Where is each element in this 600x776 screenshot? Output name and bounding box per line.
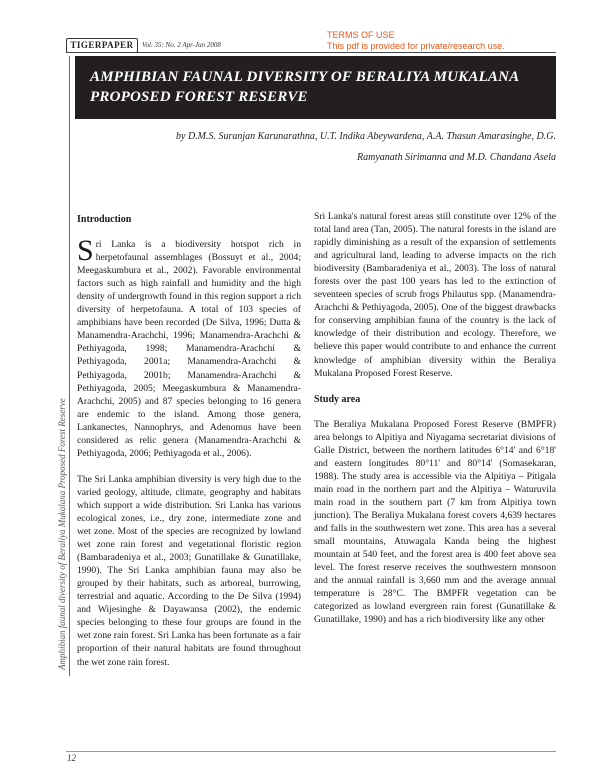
- side-divider: [69, 56, 70, 676]
- header-divider: [66, 52, 556, 53]
- footer-divider: [66, 751, 556, 752]
- study-area-heading: Study area: [314, 393, 361, 405]
- journal-issue: Vol. 35: No. 2 Apr-Jun 2008: [142, 41, 221, 49]
- article-title: AMPHIBIAN FAUNAL DIVERSITY OF BERALIYA MUKALANA PROPOSED FOREST RESERVE: [90, 69, 519, 105]
- intro-paragraph-2: The Sri Lanka amphibian diversity is very high due to the varied geology, altitude, climate, geography and habitats which support a wide distribution. Sri Lanka has various ecological zones, i.e., dry zone, intermediate zone and wet zone. Most of the species are recognized by lowland wet zone rain forest and vegetational floristic region (Bambaradeniya et al., 2003; Gunatillake & Gunatillake, 1990). The Sri Lanka amphibian fauna may also be grouped by their habitats, such as arboreal, burrowing, terrestrial and aquatic. According to the De Silva (1994) and Wijesinghe & Dayawansa (2002), the endemic species belonging to these four groups are found in the wet zone rain forest. Sri Lanka has been fortunate as a fair proportion of their natural habitats are found throughout the wet zone rain forest.: [77, 473, 301, 668]
- intro-paragraph-3: Sri Lanka's natural forest areas still constitute over 12% of the total land area (Tan, 2005). The natural forests in the island are rapidly diminishing as a result of the expansion of settlements and agricultural land, leading to adverse impacts on the rich biodiversity (Bambaradeniya et al., 2003). The loss of natural forests over the past 100 years has led to the extinction of seventeen species of scrub frogs Philautus spp. (Manamendra-Arachchi & Pethiyagoda, 2005). One of the biggest drawbacks for conserving amphibian fauna of the country is the lack of knowledge of their distribution and ecology. Therefore, we believe this paper would contribute to and enhance the current knowledge of amphibian diversity within the Beraliya Mukalana Proposed Forest Reserve.: [314, 211, 556, 379]
- left-column: [77, 213, 301, 669]
- introduction-heading: Introduction: [77, 214, 132, 225]
- authors-line-2: Ramyanath Sirimanna and M.D. Chandana Asela: [357, 152, 556, 163]
- side-running-title: Amphibian faunal diversity of Beraliya Mukalana Proposed Forest Reserve: [57, 398, 67, 670]
- study-area-paragraph: The Beraliya Mukalana Proposed Forest Reserve (BMPFR) area belongs to Alpitiya and Niyagama secretariat divisions of Galle District, between the northern latitudes 6°14' and 6°18' and eastern longitudes 80°11' and 80°14' (Somasekaran, 1988). The study area is accessible via the Alpitiya – Pitigala main road in the northern part and the Alpitiya – Waturuvila main road in the southern part (7 km from Alpitiya town junction). The Beraliya Mukalana forest covers 4,639 hectares and falls in the southwestern wet zone. This area has a several small mountains, Atuwagala Kanda being the highest mountain at 540 feet, and the forest area is 400 feet above sea level. The forest reserve receives the southwestern monsoon and the annual rainfall is 3,660 mm and the average annual temperature is 28°C. The BMPFR vegetation can be categorized as lowland evergreen rain forest (Gunatillake & Gunatillake, 1990) and has a rich biodiversity like any other: [314, 418, 556, 626]
- authors-line-1: by D.M.S. Suranjan Karunarathna, U.T. Indika Abeywardena, A.A. Thasun Amarasinghe, D.G.: [176, 131, 556, 142]
- drop-cap: S: [77, 234, 94, 268]
- journal-logo: TIGERPAPER: [66, 38, 138, 53]
- intro-paragraph-1-text: ri Lanka is a biodiversity hotspot rich in herpetofaunal assemblages (Bossuyt et al., 2004; Meegaskumbura et al., 2002). Favorable environmental factors such as high rainfall and humidity and the high density of undergrowth found in this region support a rich diversity of herpetofauna. A total of 103 species of amphibians have been recorded (De Silva, 1996; Dutta & Manamendra-Arachchi, 1996; Manamendra-Arachchi & Pethiyagoda, 1998; Manamendra-Arachchi & Pethiyagoda, 2001a; Manamendra-Arachchi & Pethiyagoda, 2001b; Manamendra-Arachchi & Pethiyagoda, 2005; Meegaskumbura & Manamendra-Arachchi, 2005) and 87 species belonging to 16 genera are endemic to the island. Among those genera, Lankanectes, Nannophrys, and Adenomus have been considered as relic genera (Manamendra-Arachchi & Pethiyagoda, 2006; Pethiyagoda et al., 2006).: [77, 239, 301, 459]
- intro-paragraph-1: [77, 234, 301, 460]
- right-column: [314, 210, 556, 626]
- author-list: [92, 126, 556, 168]
- terms-of-use-title: TERMS OF USE: [327, 30, 395, 40]
- title-banner: [75, 56, 556, 119]
- terms-of-use-note: This pdf is provided for private/research use.: [327, 41, 505, 51]
- page-number: 12: [67, 753, 76, 763]
